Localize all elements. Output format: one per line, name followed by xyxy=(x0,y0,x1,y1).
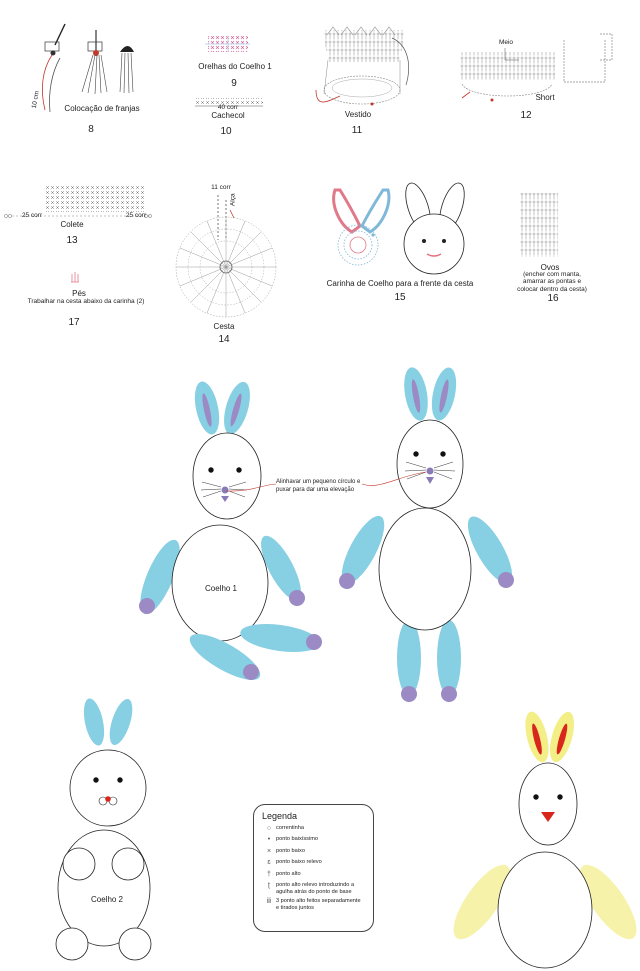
legend-item xyxy=(262,859,365,867)
diagram-15-title: Carinha de Coelho para a frente da cesta xyxy=(326,279,474,288)
finished-bunny-face xyxy=(401,180,469,274)
diagram-14-title: Cesta xyxy=(213,322,235,331)
legend-item xyxy=(262,882,365,895)
legend-box xyxy=(253,804,374,932)
diagram-9-title: Orelhas do Coelho 1 xyxy=(198,62,272,71)
diagram-11-dress xyxy=(316,27,409,106)
diagram-10-number: 10 xyxy=(220,126,232,137)
diagram-12-short xyxy=(460,34,612,102)
diagram-17-note: Trabalhar na cesta abaixo da carinha (2) xyxy=(27,298,145,305)
legend-item-text: 3 ponto alto feitos separadamente e tirados juntos xyxy=(276,898,361,912)
coelho-2-label: Coelho 2 xyxy=(90,895,124,904)
legend-item-text: ponto baixíssimo xyxy=(276,836,318,843)
bunny-chick-figure xyxy=(444,709,640,968)
meio-label: Meio xyxy=(498,39,514,46)
diagram-8-fringes xyxy=(42,24,134,112)
bunny-2-figure xyxy=(56,696,151,960)
diagram-17-title: Pés xyxy=(72,289,86,298)
diagram-14-basket xyxy=(176,195,276,317)
legend-item xyxy=(262,871,365,879)
double-crochet-icon: † xyxy=(267,870,271,878)
post-single-crochet-icon: ɛ xyxy=(267,859,271,867)
legend-item-text: ponto alto relevo introduzindo a agulha atrás do ponto de base xyxy=(276,881,355,895)
post-double-crochet-icon: ʈ xyxy=(268,881,270,889)
legend-item xyxy=(262,898,365,911)
diagram-17-number: 17 xyxy=(68,317,80,328)
bunny-standing-figure xyxy=(334,365,521,702)
vest-chain-right-label: 25 corr xyxy=(125,212,147,219)
legend-title: Legenda xyxy=(262,811,298,821)
cluster-stitch-icon: ⅲ xyxy=(266,898,272,906)
diagram-17-feet xyxy=(71,272,79,282)
diagram-9-number: 9 xyxy=(231,78,237,89)
diagram-15-bunny-face xyxy=(334,180,470,274)
diagram-9-ears xyxy=(205,36,250,52)
legend-item-text: ponto baixo xyxy=(276,847,305,854)
single-crochet-icon: × xyxy=(266,847,272,855)
legend-item-text: correntinha xyxy=(276,825,304,831)
vest-chain-left-label: 25 corr xyxy=(21,212,43,219)
scarf-length-label: 40 corr xyxy=(217,104,239,111)
bunny-1-figure xyxy=(132,379,322,688)
legend-item-text: ponto baixo relevo xyxy=(276,859,322,866)
diagram-16-number: 16 xyxy=(547,293,559,304)
basket-chain-label: 11 corr xyxy=(211,184,231,191)
handle-label: Alça xyxy=(229,193,237,207)
slip-stitch-icon: • xyxy=(267,836,271,844)
diagram-13-number: 13 xyxy=(66,235,78,246)
diagram-10-title: Cachecol xyxy=(211,111,245,120)
legend-item-text: ponto alto xyxy=(276,870,301,877)
chain-stitch-icon: ○ xyxy=(266,825,272,832)
diagram-11-title: Vestido xyxy=(344,110,372,119)
diagram-8-title: Colocação de franjas xyxy=(64,104,140,113)
legend-item xyxy=(262,836,365,844)
diagram-16-title: Ovos xyxy=(540,263,560,272)
coelho-1-label: Coelho 1 xyxy=(204,584,238,593)
diagram-14-number: 14 xyxy=(218,334,230,345)
legend-item xyxy=(262,848,365,856)
fringe-length-label: 10 cm xyxy=(30,90,41,110)
legend-item xyxy=(262,825,365,833)
diagram-16-eggs xyxy=(520,193,558,257)
diagram-15-number: 15 xyxy=(394,292,406,303)
diagram-8-number: 8 xyxy=(88,124,94,135)
diagram-13-title: Colete xyxy=(60,220,84,229)
diagram-12-number: 12 xyxy=(520,110,532,121)
diagram-11-number: 11 xyxy=(351,125,363,136)
short-label: Short xyxy=(535,93,555,102)
bunny-nose-note: Alinhavar um pequeno círculo e puxar para dar uma elevação xyxy=(276,479,361,493)
diagram-16-note: (encher com manta, amarrar as pontas e colocar dentro da cesta) xyxy=(517,271,587,293)
